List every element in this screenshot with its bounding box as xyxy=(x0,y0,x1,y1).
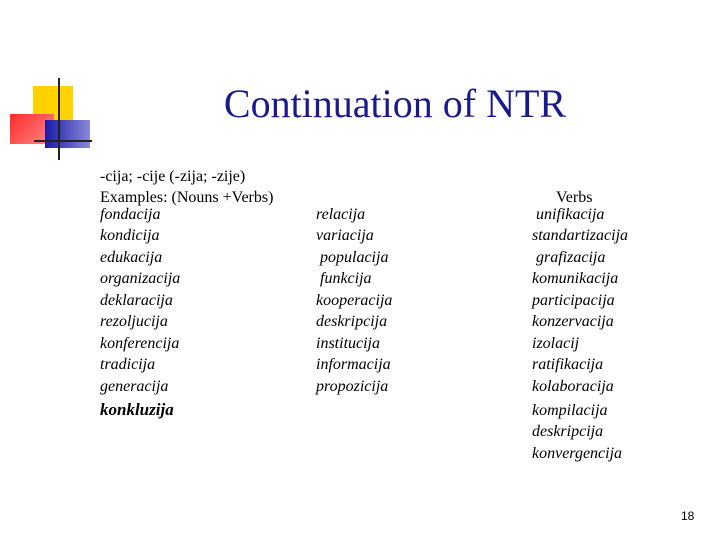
col3-word: konvergencija xyxy=(532,445,623,462)
col2-word: funkcija xyxy=(320,270,372,287)
col3-word: standartizacija xyxy=(532,227,629,244)
col2-word: kooperacija xyxy=(316,292,393,309)
col1-word: deklaracija xyxy=(100,292,173,309)
col3-word: kompilacija xyxy=(532,402,608,419)
col2-word: populacija xyxy=(320,249,389,266)
col3-word: deskripcija xyxy=(532,423,604,440)
col3-word: kolaboracija xyxy=(532,378,614,395)
col1-last-word: konkluzija xyxy=(100,400,174,419)
decor-blue-square xyxy=(45,120,90,148)
decor-vertical-line xyxy=(58,78,60,160)
col2-word: institucija xyxy=(316,335,380,352)
page-number: 18 xyxy=(681,509,695,523)
col3-word: ratifikacija xyxy=(532,356,604,373)
col2-word: variacija xyxy=(316,227,374,244)
intro-line-1: -cija; -cije (-zija; -zije) xyxy=(100,168,246,185)
intro-line-2: Examples: (Nouns +Verbs) xyxy=(100,189,274,206)
col1-word: fondacija xyxy=(100,206,161,223)
col3-word: participacija xyxy=(532,292,615,309)
col1-word: rezoljucija xyxy=(100,313,168,330)
col3-word: konzervacija xyxy=(532,313,614,330)
col2-word: propozicija xyxy=(316,378,389,395)
col3-word: komunikacija xyxy=(532,270,619,287)
decor-horizontal-line xyxy=(34,140,92,142)
col3-word: izolacij xyxy=(532,335,580,352)
col1-word: konferencija xyxy=(100,335,180,352)
col2-word: informacija xyxy=(316,356,391,373)
col3-word: grafizacija xyxy=(536,249,606,266)
col1-word: kondicija xyxy=(100,227,160,244)
col2-word: deskripcija xyxy=(316,313,388,330)
col1-word: organizacija xyxy=(100,270,181,287)
col1-word: tradicija xyxy=(100,356,156,373)
col3-header: Verbs xyxy=(556,189,593,206)
slide-title: Continuation of NTR xyxy=(223,81,567,126)
col1-word: edukacija xyxy=(100,249,163,266)
col2-word: relacija xyxy=(316,206,366,223)
col1-word: generacija xyxy=(100,378,169,395)
col3-word: unifikacija xyxy=(536,206,605,223)
